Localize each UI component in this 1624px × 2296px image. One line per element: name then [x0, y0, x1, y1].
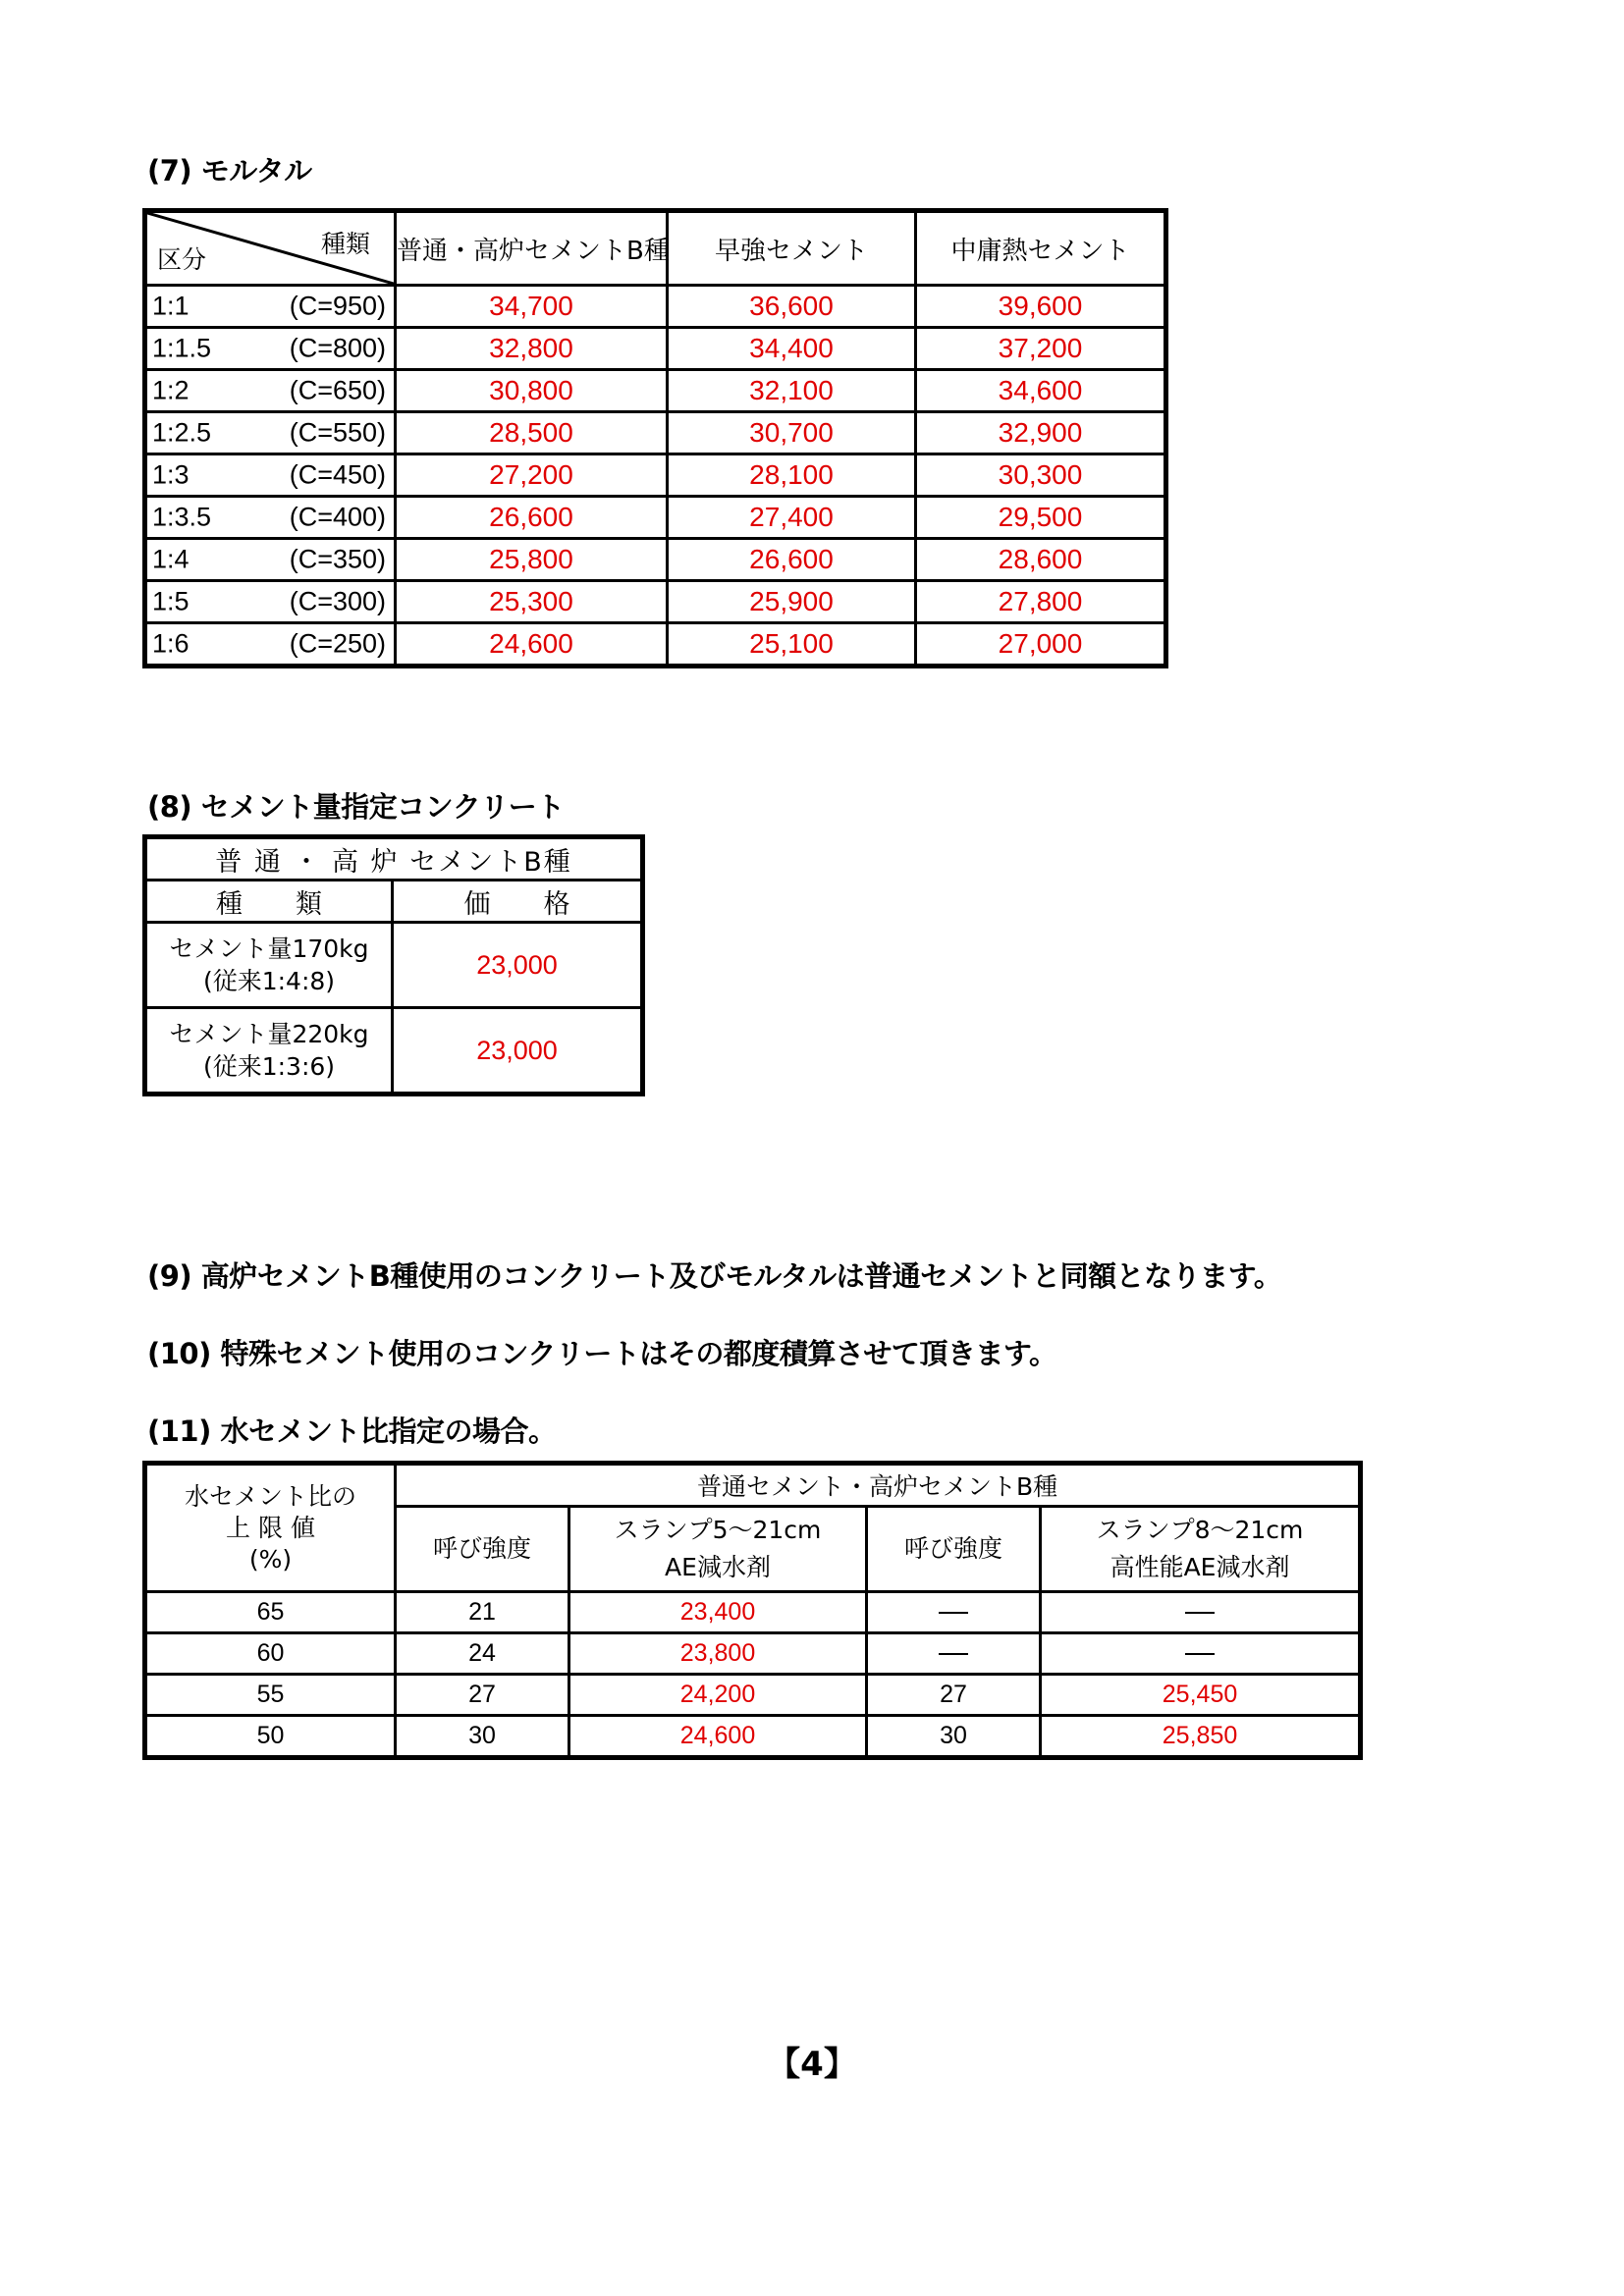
- price-cell: [1041, 1633, 1361, 1675]
- price-cell: 30,300: [916, 454, 1166, 497]
- mix-ratio-cell: [145, 623, 396, 667]
- mix-ratio-cell: [145, 539, 396, 581]
- price-cell: 28,500: [396, 412, 668, 454]
- table-row: [145, 497, 1166, 539]
- cement-content: (C=800): [289, 333, 386, 363]
- mix-ratio: 1:2.5: [152, 417, 212, 448]
- price-cell: 25,300: [396, 581, 668, 623]
- table-row: [145, 1716, 1361, 1758]
- price-cell: 23,800: [569, 1633, 867, 1675]
- price-cell: 26,600: [396, 497, 668, 539]
- table-row: [145, 581, 1166, 623]
- section-8-title: (8) セメント量指定コンクリート: [147, 790, 565, 824]
- column-header: 中庸熱セメント: [916, 211, 1166, 286]
- table-row: [145, 623, 1166, 667]
- slump-2-line2: 高性能AE減水剤: [1110, 1553, 1290, 1581]
- mix-ratio-cell: [145, 370, 396, 412]
- slump-2-line1: スランプ8〜21cm: [1096, 1516, 1304, 1544]
- table-caption-row: [145, 837, 643, 881]
- price-cell: 27,000: [916, 623, 1166, 667]
- group-header: 普通セメント・高炉セメントB種: [396, 1464, 1361, 1507]
- dash-mark: [939, 1653, 968, 1655]
- mix-ratio-cell: [145, 286, 396, 328]
- mix-ratio: 1:3: [152, 459, 189, 490]
- cement-content: (C=300): [289, 586, 386, 616]
- table-row: [145, 1592, 1361, 1633]
- cement-content: (C=400): [289, 502, 386, 532]
- wc-header-line2: 上 限 値: [226, 1513, 315, 1542]
- table-header-row: [145, 881, 643, 923]
- price-cell: 24,200: [569, 1675, 867, 1716]
- mix-ratio: 1:1: [152, 291, 189, 321]
- strength-cell: 24: [396, 1633, 569, 1675]
- price-cell: 32,100: [668, 370, 916, 412]
- table-header-row: [145, 1464, 1361, 1507]
- price-cell: 27,400: [668, 497, 916, 539]
- cement-quantity-concrete-table: [142, 834, 645, 1096]
- corner-kind-label: 種類: [320, 230, 370, 258]
- column-header-kind: 種 類: [145, 881, 393, 923]
- slump-1-line1: スランプ5〜21cm: [614, 1516, 822, 1544]
- wc-ratio-cell: 55: [145, 1675, 396, 1716]
- price-cell: 39,600: [916, 286, 1166, 328]
- page-number: 【4】: [767, 2045, 857, 2084]
- price-cell: 23,000: [393, 923, 643, 1008]
- column-header: 早強セメント: [668, 211, 916, 286]
- price-cell: 27,800: [916, 581, 1166, 623]
- mix-ratio-cell: [145, 454, 396, 497]
- dash-mark: [939, 1612, 968, 1614]
- strength-cell: 21: [396, 1592, 569, 1633]
- price-cell: 37,200: [916, 328, 1166, 370]
- corner-class-label: 区分: [157, 245, 207, 274]
- mix-ratio: 1:5: [152, 586, 189, 616]
- mix-ratio-cell: [145, 581, 396, 623]
- cement-content: (C=550): [289, 417, 386, 448]
- price-cell: 34,600: [916, 370, 1166, 412]
- price-cell: 23,400: [569, 1592, 867, 1633]
- price-cell: 24,600: [569, 1716, 867, 1758]
- table-row: [145, 1008, 643, 1095]
- column-header-slump-1: [569, 1507, 867, 1592]
- column-header-price: 価 格: [393, 881, 643, 923]
- table-row: [145, 370, 1166, 412]
- wc-ratio-cell: 50: [145, 1716, 396, 1758]
- strength-cell: [867, 1633, 1041, 1675]
- price-cell: 25,800: [396, 539, 668, 581]
- table-row: [145, 1633, 1361, 1675]
- water-cement-ratio-table: [142, 1461, 1363, 1760]
- column-header-strength-1: 呼び強度: [396, 1507, 569, 1592]
- table-caption: 普 通 ・ 高 炉 セメントB種: [145, 837, 643, 881]
- price-cell: 26,600: [668, 539, 916, 581]
- table-row: [145, 286, 1166, 328]
- price-cell: 25,450: [1041, 1675, 1361, 1716]
- wc-ratio-header: [145, 1464, 396, 1592]
- cement-content: (C=450): [289, 459, 386, 490]
- cement-content: (C=350): [289, 544, 386, 574]
- price-cell: 24,600: [396, 623, 668, 667]
- wc-header-line3: (%): [248, 1544, 293, 1574]
- strength-cell: 27: [396, 1675, 569, 1716]
- note-10: (10) 特殊セメント使用のコンクリートはその都度積算させて頂きます。: [147, 1337, 1057, 1370]
- mix-ratio: 1:3.5: [152, 502, 212, 532]
- mix-ratio: 1:4: [152, 544, 189, 574]
- section-7-title: (7) モルタル: [147, 154, 312, 187]
- cement-content: (C=250): [289, 628, 386, 659]
- mix-ratio: 1:1.5: [152, 333, 212, 363]
- kind-label: セメント量170kg: [169, 934, 369, 963]
- price-cell: 36,600: [668, 286, 916, 328]
- column-header-slump-2: [1041, 1507, 1361, 1592]
- price-cell: 23,000: [393, 1008, 643, 1095]
- wc-header-line1: 水セメント比の: [184, 1481, 356, 1511]
- kind-cell: [145, 923, 393, 1008]
- corner-header-cell: [145, 211, 396, 286]
- table-row: [145, 454, 1166, 497]
- cement-content: (C=650): [289, 375, 386, 405]
- wc-ratio-cell: 60: [145, 1633, 396, 1675]
- column-header: 普通・高炉セメントB種: [396, 211, 668, 286]
- table-row: [145, 412, 1166, 454]
- dash-mark: [1185, 1653, 1215, 1655]
- price-cell: 34,400: [668, 328, 916, 370]
- price-cell: 25,850: [1041, 1716, 1361, 1758]
- mix-ratio-cell: [145, 497, 396, 539]
- kind-label: セメント量220kg: [169, 1020, 369, 1048]
- price-cell: 28,100: [668, 454, 916, 497]
- price-cell: 32,900: [916, 412, 1166, 454]
- note-9: (9) 高炉セメントB種使用のコンクリート及びモルタルは普通セメントと同額となります。: [147, 1259, 1282, 1293]
- price-cell: 30,800: [396, 370, 668, 412]
- cement-content: (C=950): [289, 291, 386, 321]
- table-row: [145, 328, 1166, 370]
- price-cell: 25,100: [668, 623, 916, 667]
- strength-cell: 30: [867, 1716, 1041, 1758]
- price-cell: 34,700: [396, 286, 668, 328]
- price-cell: 25,900: [668, 581, 916, 623]
- mix-ratio-cell: [145, 412, 396, 454]
- mix-ratio: 1:2: [152, 375, 189, 405]
- strength-cell: 27: [867, 1675, 1041, 1716]
- kind-cell: [145, 1008, 393, 1095]
- price-cell: [1041, 1592, 1361, 1633]
- price-cell: 29,500: [916, 497, 1166, 539]
- strength-cell: [867, 1592, 1041, 1633]
- wc-ratio-cell: 65: [145, 1592, 396, 1633]
- price-cell: 27,200: [396, 454, 668, 497]
- strength-cell: 30: [396, 1716, 569, 1758]
- table-row: [145, 539, 1166, 581]
- price-cell: 30,700: [668, 412, 916, 454]
- mix-ratio: 1:6: [152, 628, 189, 659]
- mix-ratio-cell: [145, 328, 396, 370]
- mortar-price-table: [142, 208, 1168, 668]
- slump-1-line2: AE減水剤: [665, 1553, 771, 1581]
- kind-note: (従来1:3:6): [202, 1052, 336, 1081]
- kind-note: (従来1:4:8): [202, 967, 336, 995]
- dash-mark: [1185, 1612, 1215, 1614]
- price-cell: 28,600: [916, 539, 1166, 581]
- table-row: [145, 923, 643, 1008]
- table-header-row: [145, 211, 1166, 286]
- price-cell: 32,800: [396, 328, 668, 370]
- column-header-strength-2: 呼び強度: [867, 1507, 1041, 1592]
- table-row: [145, 1675, 1361, 1716]
- note-11: (11) 水セメント比指定の場合。: [147, 1415, 557, 1448]
